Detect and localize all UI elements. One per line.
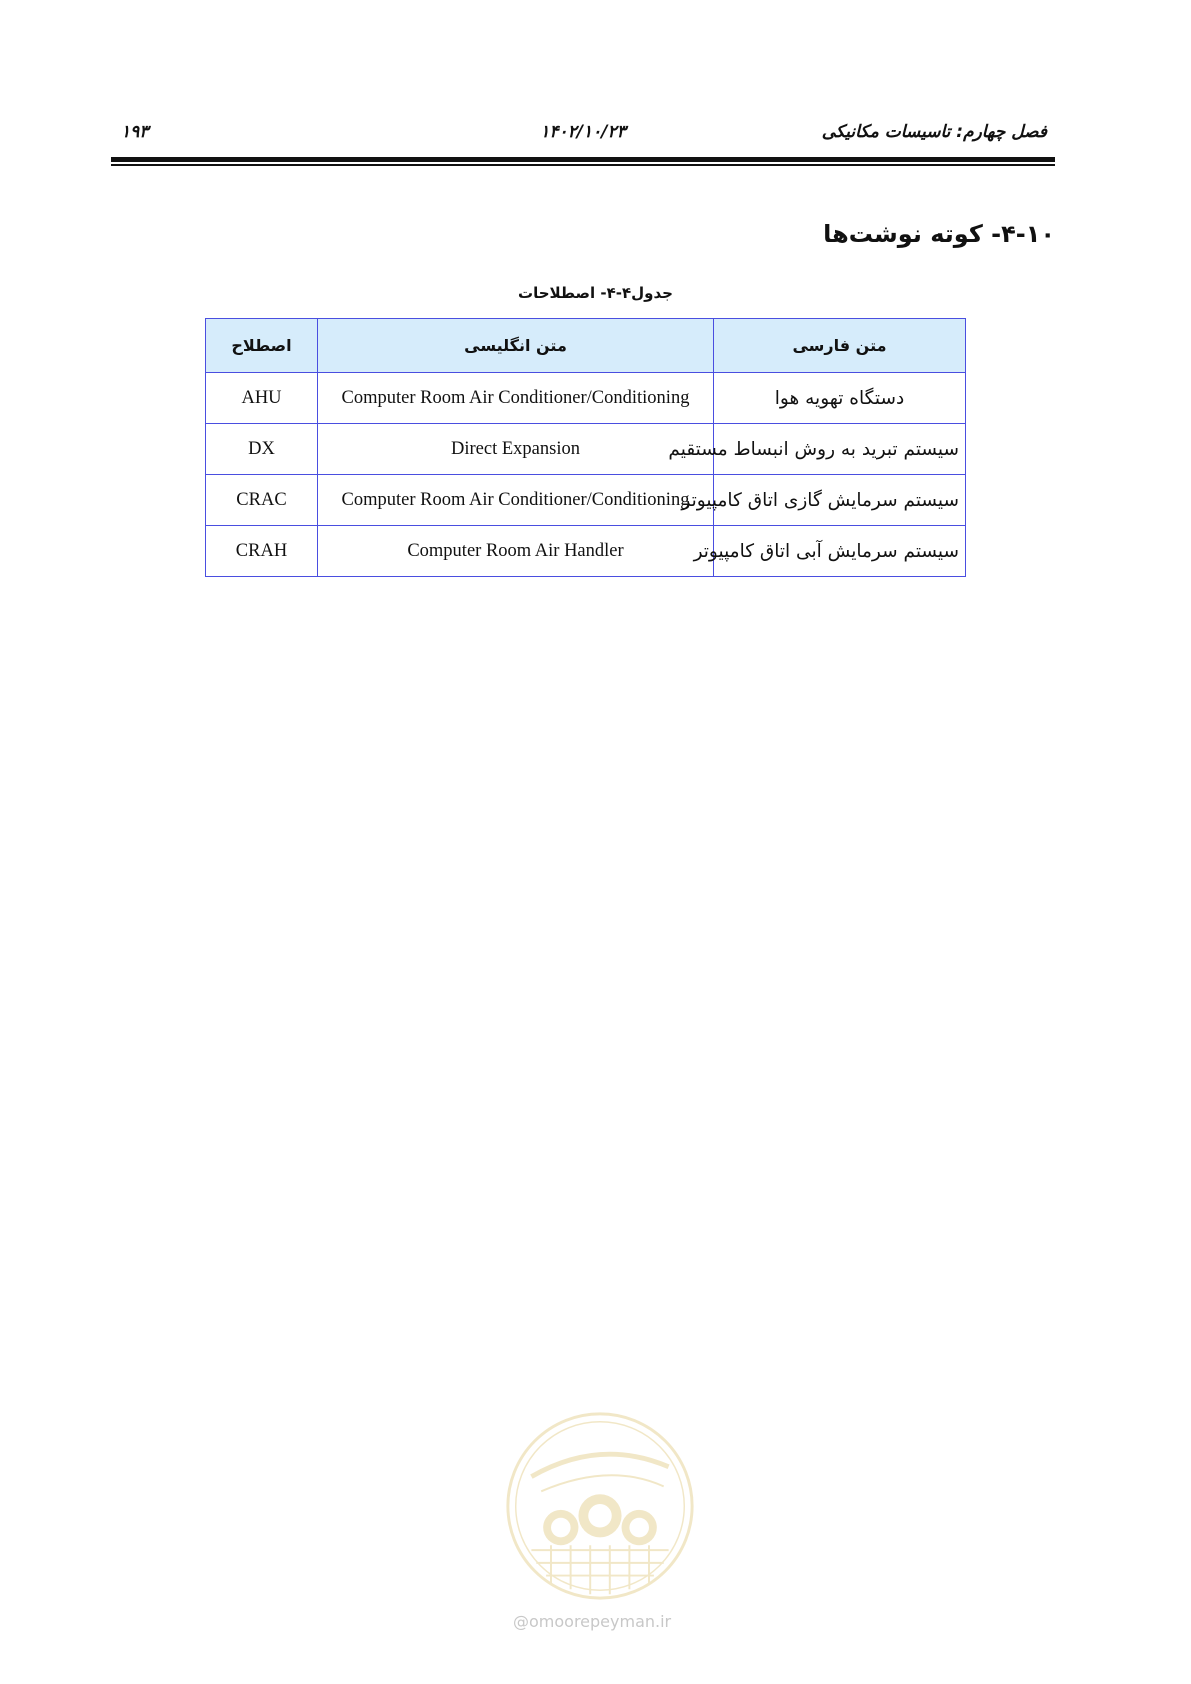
english-cell: Direct Expansion [318, 424, 714, 475]
column-header-english: متن انگلیسی [318, 319, 714, 373]
header-date: ۱۴۰۲/۱۰/۲۳ [540, 122, 626, 142]
header-rule-thick [111, 157, 1055, 162]
table-caption: جدول۴-۴- اصطلاحات [518, 284, 673, 302]
english-cell: Computer Room Air Handler [318, 526, 714, 577]
page-number: ۱۹۳ [121, 122, 149, 142]
table-header-row [206, 319, 966, 373]
column-header-term: اصطلاح [206, 319, 318, 373]
watermark-logo [502, 1408, 698, 1604]
chapter-title: فصل چهارم: تاسیسات مکانیکی [821, 122, 1047, 142]
table-row [206, 373, 966, 424]
terms-table [205, 318, 966, 577]
table-row [206, 475, 966, 526]
table-row [206, 424, 966, 475]
header-rule-thin [111, 164, 1055, 166]
persian-cell: سیستم سرمایش آبی اتاق کامپیوتر [714, 526, 966, 577]
term-cell: DX [206, 424, 318, 475]
english-cell: Computer Room Air Conditioner/Conditioning [318, 373, 714, 424]
page-header [111, 122, 1055, 148]
persian-cell: دستگاه تهویه هوا [714, 373, 966, 424]
term-cell: AHU [206, 373, 318, 424]
section-heading: ۴-۱۰- کوته نوشت‌ها [823, 220, 1055, 248]
term-cell: CRAH [206, 526, 318, 577]
watermark-site: omoorepeyman.ir [529, 1612, 672, 1631]
column-header-persian: متن فارسی [714, 319, 966, 373]
persian-cell: سیستم سرمایش گازی اتاق کامپیوتر [714, 475, 966, 526]
persian-cell: سیستم تبرید به روش انبساط مستقیم [714, 424, 966, 475]
english-cell: Computer Room Air Conditioner/Conditioning [318, 475, 714, 526]
at-icon: @ [513, 1612, 529, 1631]
term-cell: CRAC [206, 475, 318, 526]
watermark-site-text [513, 1612, 671, 1631]
table-row [206, 526, 966, 577]
